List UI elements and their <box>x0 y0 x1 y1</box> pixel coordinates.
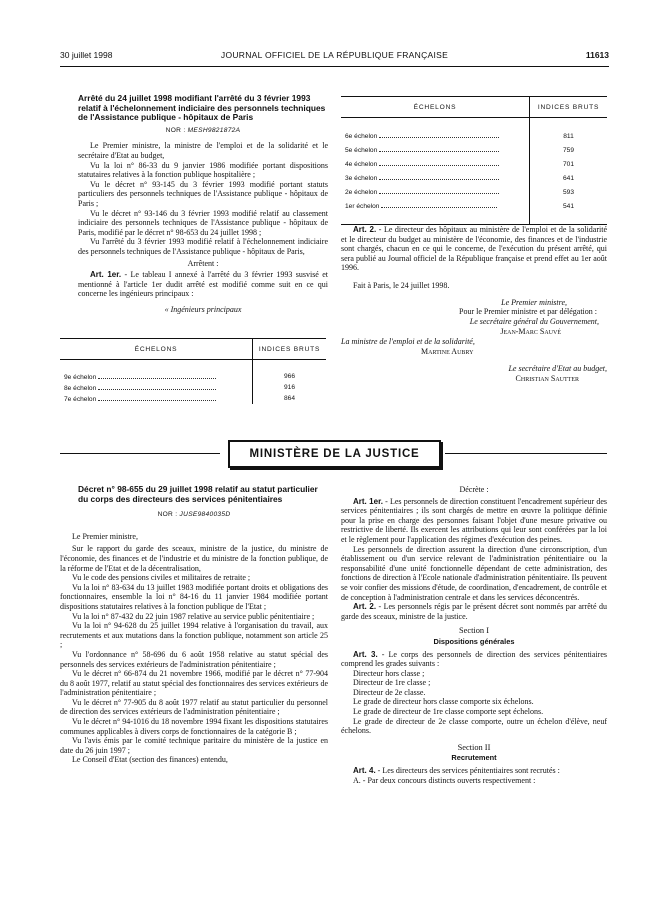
table-row <box>60 382 326 393</box>
decret-paragraph: Vu la loi n° 83-634 du 13 juillet 1983 modifiée portant droits et obligations des fonctionnaires, ensemble la loi n° 84-16 du 11 janvier 1984 modifiée portant dispositions statutaires relatives à la fonction publique de l'Etat ; <box>60 582 328 611</box>
table-row <box>341 171 607 185</box>
table-row <box>60 393 326 404</box>
arrete-nor <box>78 126 328 136</box>
sig1-title: Le Premier ministre, <box>501 297 567 307</box>
arrete-paragraph: Vu l'arrêté du 3 février 1993 modifié relatif à l'échelonnement indiciaire des personnels techniques de l'Assistance publique - hôpitaux de Paris, <box>78 237 328 256</box>
decret-paragraph: Sur le rapport du garde des sceaux, ministre de la justice, du ministre de l'économie, des finances et de l'industrie et du ministre de la fonction publique, de la réforme de l'Etat et de la décentralisation, <box>60 544 328 573</box>
decret-article-1-p2: Les personnels de direction assurent la direction d'une circonscription, d'un établissement ou d'un service relevant de l'administration pénitentiaire ou la responsabilité d'une unité fonctionnelle dépendant de cette administration, des fonctions de direction à l'Ecole nationale d'administration pénitentiaire. Ils peuvent se voir confier des missions d'étude, de coordination, d'encadrement, de contrôle et de conception à l'administration centrale et dans les services déconcentrés. <box>341 544 607 602</box>
arrete-paragraph: Vu le décret n° 93-145 du 3 février 1993 modifié portant statuts particuliers des personnels techniques de l'Assistance publique - hôpitaux de Paris ; <box>78 179 328 208</box>
arrete-art1-label: Art. 1er. <box>90 270 122 280</box>
sig3-name: Christian Sautter <box>515 374 579 384</box>
table-row <box>60 371 326 382</box>
decret-art3-text: - Le corps des personnels de direction des services pénitentiaires comprend les grades suivants : <box>341 649 607 669</box>
decret-article-4-a: A. - Par deux concours distincts ouverts respectivement : <box>353 775 536 785</box>
sig1-name: Jean-Marc Sauvé <box>500 326 561 336</box>
table2-echelon: 3e échelon <box>345 175 378 182</box>
table2-indice: 593 <box>562 188 574 196</box>
table2-echelon: 2e échelon <box>345 189 378 196</box>
table-row <box>341 157 607 171</box>
ministry-banner <box>228 440 441 468</box>
sig2-role: La ministre de l'emploi et de la solidarité, <box>341 336 475 346</box>
section-1-title: Dispositions générales <box>433 636 515 646</box>
decret-art4-text: - Les directeurs des services pénitentiaires sont recrutés : <box>375 766 560 776</box>
arrete-art2-label: Art. 2. <box>353 225 377 234</box>
table2-indice: 541 <box>562 202 574 210</box>
decret-paragraph: Le Conseil d'Etat (section des finances) entendu, <box>72 755 228 765</box>
table2-echelon: 4e échelon <box>345 161 378 168</box>
table2-echelon: 6e échelon <box>345 133 378 140</box>
table2-echelon: 1er échelon <box>345 203 380 210</box>
arrete-nor-code: MESH9821872A <box>187 126 241 134</box>
decret-right-column <box>341 485 607 785</box>
section-2-heading: Section II <box>457 742 491 752</box>
arrete-table-caption: « Ingénieurs principaux <box>164 304 242 314</box>
table-row <box>341 129 607 143</box>
section-2-title: Recrutement <box>451 753 497 763</box>
decret-art1-label: Art. 1er. <box>353 496 383 506</box>
decret-paragraph: Vu le décret n° 94-1016 du 18 novembre 1994 fixant les dispositions statutaires communes applicables à divers corps de fonctionnaires de la catégorie B ; <box>60 717 328 736</box>
table2-indice: 641 <box>562 174 574 182</box>
decret-paragraph: Vu le code des pensions civiles et militaires de retraite ; <box>72 573 251 583</box>
grade-item: Directeur de 2e classe. <box>353 687 426 697</box>
arrete-paragraph: Vu la loi n° 86-33 du 9 janvier 1986 modifiée portant dispositions statutaires relatives à la fonction publique hospitalière ; <box>78 160 328 180</box>
header-date: 30 juillet 1998 <box>60 50 113 60</box>
decret-article-3 <box>341 650 607 669</box>
arrete-left-column <box>78 94 328 318</box>
decret-art4-label: Art. 4. <box>353 766 376 776</box>
table2-col-echelons: ÉCHELONS <box>341 97 530 118</box>
grade-paragraph: Le grade de directeur de 1re classe comporte sept échelons. <box>353 707 544 717</box>
decret-paragraph: Vu la loi n° 94-628 du 25 juillet 1994 relative à l'organisation du travail, aux recrutements et aux mutations dans la fonction publique, notamment son article 25 ; <box>60 621 328 650</box>
arrete-art2-text: - Le directeur des hôpitaux au ministère de l'emploi et de la solidarité et le directeur du budget au ministère de l'économie, des finances et de l'industrie sont chargés, chacun en ce qui le concerne, de l'exécution du présent arrêté, qui sera publié au Journal officiel de la République française et prend effet au 1er août 1996. <box>341 225 608 273</box>
decret-nor-label: NOR : <box>157 511 178 519</box>
decret-left-column <box>60 485 328 765</box>
table1-echelon: 9e échelon <box>64 373 97 381</box>
arrete-art1-text: - Le tableau I annexé à l'arrêté du 3 février 1993 susvisé et mentionné à l'article 1er dudit arrêté est modifié comme suit en ce qui concerne les ingénieurs principaux : <box>78 270 328 299</box>
page-header <box>60 50 609 64</box>
table2-echelon: 5e échelon <box>345 147 378 154</box>
decret-decrete: Décrète : <box>459 485 489 494</box>
table1-indice: 966 <box>283 373 295 380</box>
decret-nor-code: JUSE9840035D <box>179 511 231 519</box>
arrete-paragraph: Le Premier ministre, la ministre de l'emploi et de la solidarité et le secrétaire d'Etat au budget, <box>78 141 328 160</box>
table1-indice: 916 <box>283 384 295 391</box>
decret-paragraph: Le Premier ministre, <box>72 531 138 541</box>
arrete-paragraph: Vu le décret n° 93-146 du 3 février 1993 modifié relatif au classement indiciaire des personnels techniques de l'Assistance publique - hôpitaux de Paris, modifié par le décret n° 98-653 du 24 juillet 1998 ; <box>78 208 328 237</box>
header-page-number: 11613 <box>585 50 609 60</box>
decret-art2-text: - Les personnels régis par le présent décret sont nommés par arrêté du garde des sceaux, ministre de la justice. <box>341 602 607 621</box>
table2-indice: 701 <box>562 160 574 168</box>
table-row <box>341 185 607 199</box>
decret-paragraph: Vu la loi n° 87-432 du 22 juin 1987 relative au service public pénitentiaire ; <box>72 611 315 621</box>
header-journal-title: JOURNAL OFFICIEL DE LA RÉPUBLIQUE FRANÇAISE <box>220 50 449 60</box>
grade-item: Directeur hors classe ; <box>353 668 425 678</box>
decret-article-4 <box>341 766 607 776</box>
decret-paragraph: Vu l'avis émis par le comité technique paritaire du ministère de la justice en date du 26 juin 1997 ; <box>60 736 328 755</box>
decret-article-1 <box>341 497 607 545</box>
decret-art1-text: - Les personnels de direction constituent l'encadrement supérieur des services pénitentiaires ; ils sont chargés de mettre en œuvre la politique définie pour la prise en charge des personnes faisant l'objet d'une mesure privative ou restrictive de liberté. Ils exercent les attributions qui leur sont conférées par la loi et le règlement pour l'application des régimes d'exécution des peines. <box>341 496 607 544</box>
arrete-fait: Fait à Paris, le 24 juillet 1998. <box>353 280 450 290</box>
sig2-name: Martine Aubry <box>421 346 474 356</box>
decret-paragraph: Vu le décret n° 66-874 du 21 novembre 1966, modifié par le décret n° 77-904 du 8 août 1977, relatif au statut spécial des fonctionnaires des services extérieurs de l'administration pénitentiaire ; <box>60 669 328 698</box>
decret-article-2 <box>341 602 607 621</box>
decret-art2-label: Art. 2. <box>353 602 377 612</box>
sig3-role: Le secrétaire d'Etat au budget, <box>508 364 607 374</box>
header-rule <box>60 66 609 67</box>
arrete-nor-label: NOR : <box>165 126 186 134</box>
echelons-table-2 <box>341 96 607 225</box>
table1-col-echelons: ÉCHELONS <box>60 339 253 360</box>
table-row <box>341 199 607 213</box>
section-1-heading: Section I <box>458 626 489 636</box>
arrete-article-1 <box>78 270 328 299</box>
grade-item: Directeur de 1re classe ; <box>353 678 431 688</box>
table2-indice: 759 <box>562 146 574 154</box>
banner-rule-right <box>445 453 607 454</box>
grade-paragraph: Le grade de directeur de 2e classe comporte, outre un échelon d'élève, neuf échelons. <box>341 716 607 736</box>
table1-col-indices: INDICES BRUTS <box>253 339 327 360</box>
ministry-banner-label: MINISTÈRE DE LA JUSTICE <box>249 448 420 460</box>
banner-rule-left <box>60 453 220 454</box>
decret-art3-label: Art. 3. <box>353 649 378 659</box>
table-row <box>341 143 607 157</box>
sig1-role: Le secrétaire général du Gouvernement, <box>469 317 599 327</box>
sig1-delegation: Pour le Premier ministre et par délégation : <box>459 307 597 317</box>
decret-paragraph: Vu l'ordonnance n° 58-696 du 6 août 1958 relative au statut spécial des personnels des services extérieurs de l'administration pénitentiaire ; <box>60 649 328 669</box>
arrete-right-column <box>341 225 607 384</box>
table2-indice: 811 <box>563 132 574 140</box>
arrete-signatures <box>341 298 607 384</box>
table1-indice: 864 <box>283 395 295 402</box>
table1-echelon: 8e échelon <box>64 384 97 392</box>
decret-nor <box>60 510 328 520</box>
decret-paragraph: Vu le décret n° 77-905 du 8 août 1977 relatif au statut particulier du personnel de direction des services extérieurs de l'administration pénitentiaire ; <box>60 697 328 717</box>
decret-title: Décret n° 98-655 du 29 juillet 1998 relatif au statut particulier du corps des directeurs des services pénitentiaires <box>78 484 318 504</box>
echelons-table-1 <box>60 338 326 404</box>
grade-paragraph: Le grade de directeur hors classe comporte six échelons. <box>353 697 534 707</box>
arrete-title: Arrêté du 24 juillet 1998 modifiant l'arrêté du 3 février 1993 relatif à l'échelonnement indiciaire des personnels techniques de l'Assistance publique - hôpitaux de Paris <box>78 93 326 123</box>
arrete-arretent: Arrêtent : <box>187 258 219 268</box>
table2-col-indices: INDICES BRUTS <box>530 97 608 118</box>
arrete-article-2 <box>341 225 607 273</box>
table1-echelon: 7e échelon <box>64 395 97 403</box>
